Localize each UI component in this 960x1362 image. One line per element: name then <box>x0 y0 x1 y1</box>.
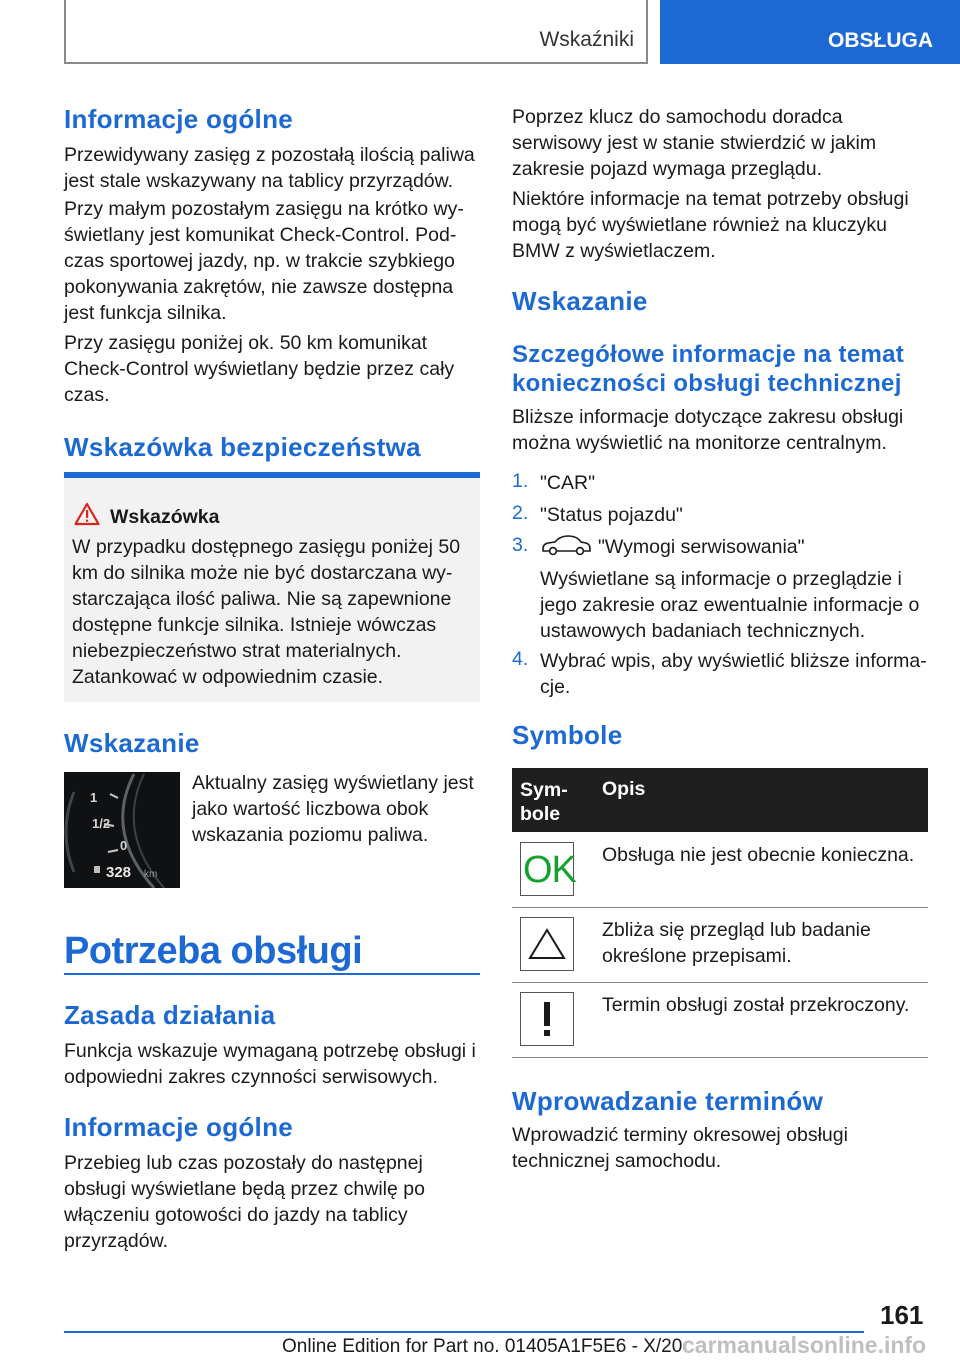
paragraph-bmw-key: Niektóre informacje na temat potrzeby obsługi mogą być wyświetlane również na kluczyku BMW z wyświetlaczem. <box>512 188 909 262</box>
gauge-tick-half: 1/2 <box>92 816 111 831</box>
heading-principle: Zasada działania <box>64 1000 276 1030</box>
paragraph-detail: Bliższe informacje dotyczące zakresu obsługi można wyświetlić na monitorze centralnym. <box>512 406 904 454</box>
heading-general-info: Informacje ogólne <box>64 104 294 134</box>
paragraph-key-advisor: Poprzez klucz do samochodu doradca serwisowy jest w stanie stwierdzić w jakim zakresie pojazd wymaga przeglądu. <box>512 106 877 180</box>
step-4-text: Wybrać wpis, aby wyświetlić bliższe informacje. <box>540 650 927 698</box>
step-1-text: "CAR" <box>540 472 596 494</box>
paragraph-display: Aktualny zasięg wyświetlany jest jako wartość liczbowa obok wskazania poziomu paliwa. <box>192 772 474 846</box>
table-col-description: Opis <box>602 778 646 800</box>
warning-title: Wskazówka <box>110 506 220 528</box>
heading-general-info-2: Informacje ogólne <box>64 1112 294 1142</box>
gauge-tick-empty: 0 <box>120 838 128 853</box>
heading-detail-info: Szczegółowe informacje na temat konieczności obsługi technicznej <box>512 341 905 397</box>
heading-display: Wskazanie <box>64 728 200 758</box>
warning-triangle-icon <box>74 502 100 526</box>
watermark: carmanualsonline.info <box>682 1332 927 1358</box>
heading-display-right: Wskazanie <box>512 286 648 316</box>
step-3-number: 3. <box>512 534 529 556</box>
paragraph-dates: Wprowadzić terminy okresowej obsługi technicznej samochodu. <box>512 1124 848 1172</box>
footer-edition: Online Edition for Part no. 01405A1F5E6 - X/20 <box>282 1336 683 1357</box>
table-header <box>512 768 928 832</box>
step-4-number: 4. <box>512 648 529 670</box>
page-number: 161 <box>880 1300 924 1330</box>
paragraph-principle: Funkcja wskazuje wymaganą potrzebę obsługi i odpowiedni zakres czynności serwisowych. <box>64 1040 476 1088</box>
table-divider <box>512 1057 928 1058</box>
table-row-2-desc: Zbliża się przegląd lub badanie określone przepisami. <box>602 919 871 967</box>
table-row-1-desc: Obsługa nie jest obecnie konieczna. <box>602 844 915 866</box>
step-2-number: 2. <box>512 502 529 524</box>
paragraph-low-range: Przy małym pozostałym zasięgu na krótko wyświetlany jest komunikat Check-Control. Podczas sportowej jazdy, np. w trakcie szybkiego pokonywania zakrętów, nie zawsze dostępna jest funkcja silnika. <box>64 198 464 324</box>
table-row-3-desc: Termin obsługi został przekroczony. <box>602 994 910 1016</box>
heading-service-need: Potrzeba obsługi <box>64 930 363 972</box>
heading-symbols: Symbole <box>512 720 623 750</box>
warning-text: W przypadku dostępnego zasięgu poniżej 50 km do silnika może nie być dostarczana wystarczająca ilość paliwa. Nie są zapewnione dostępne funkcje silnika. Istnieje wówczas niebezpieczeństwo strat materialnych. Zatankować w odpowiednim czasie. <box>72 536 461 688</box>
heading-dates: Wprowadzanie terminów <box>512 1086 824 1116</box>
triangle-symbol-icon <box>520 917 574 971</box>
paragraph-remaining: Przebieg lub czas pozostały do następnej obsługi wyświetlane będą przez chwilę po włączeniu gotowości do jazdy na tablicy przyrządów. <box>64 1152 425 1252</box>
fuel-gauge-image <box>64 772 180 888</box>
gauge-range-value: 328 <box>106 864 132 881</box>
header-box <box>64 0 648 64</box>
step-2-text: "Status pojazdu" <box>540 504 683 526</box>
step-1-number: 1. <box>512 470 529 492</box>
step-3-note: Wyświetlane są informacje o przeglądzie i jego zakresie oraz ewentualnie informacje o ustawowych badaniach technicznych. <box>540 568 920 642</box>
paragraph-range: Przewidywany zasięg z pozostałą ilością paliwa jest stale wskazywany na tablicy przyrządów. <box>64 144 475 192</box>
warning-box <box>64 472 480 702</box>
heading-safety: Wskazówka bezpieczeństwa <box>64 432 421 462</box>
table-divider <box>512 982 928 983</box>
gauge-range-unit: km <box>144 869 158 880</box>
section-title: Wskaźniki <box>539 28 634 51</box>
table-divider <box>512 907 928 908</box>
chapter-label: OBSŁUGA <box>828 29 933 52</box>
heading-rule <box>64 973 480 975</box>
table-col-symbol: Symbole <box>520 779 568 825</box>
gauge-tick-full: 1 <box>90 790 98 805</box>
exclamation-symbol-icon <box>520 992 574 1046</box>
step-3-text: "Wymogi serwisowania" <box>598 536 805 558</box>
ok-symbol-icon: OK <box>520 842 574 896</box>
chapter-tab[interactable] <box>660 0 960 64</box>
paragraph-50km: Przy zasięgu poniżej ok. 50 km komunikat Check-Control wyświetlany będzie przez cały czas. <box>64 332 455 406</box>
car-service-icon <box>540 532 592 558</box>
